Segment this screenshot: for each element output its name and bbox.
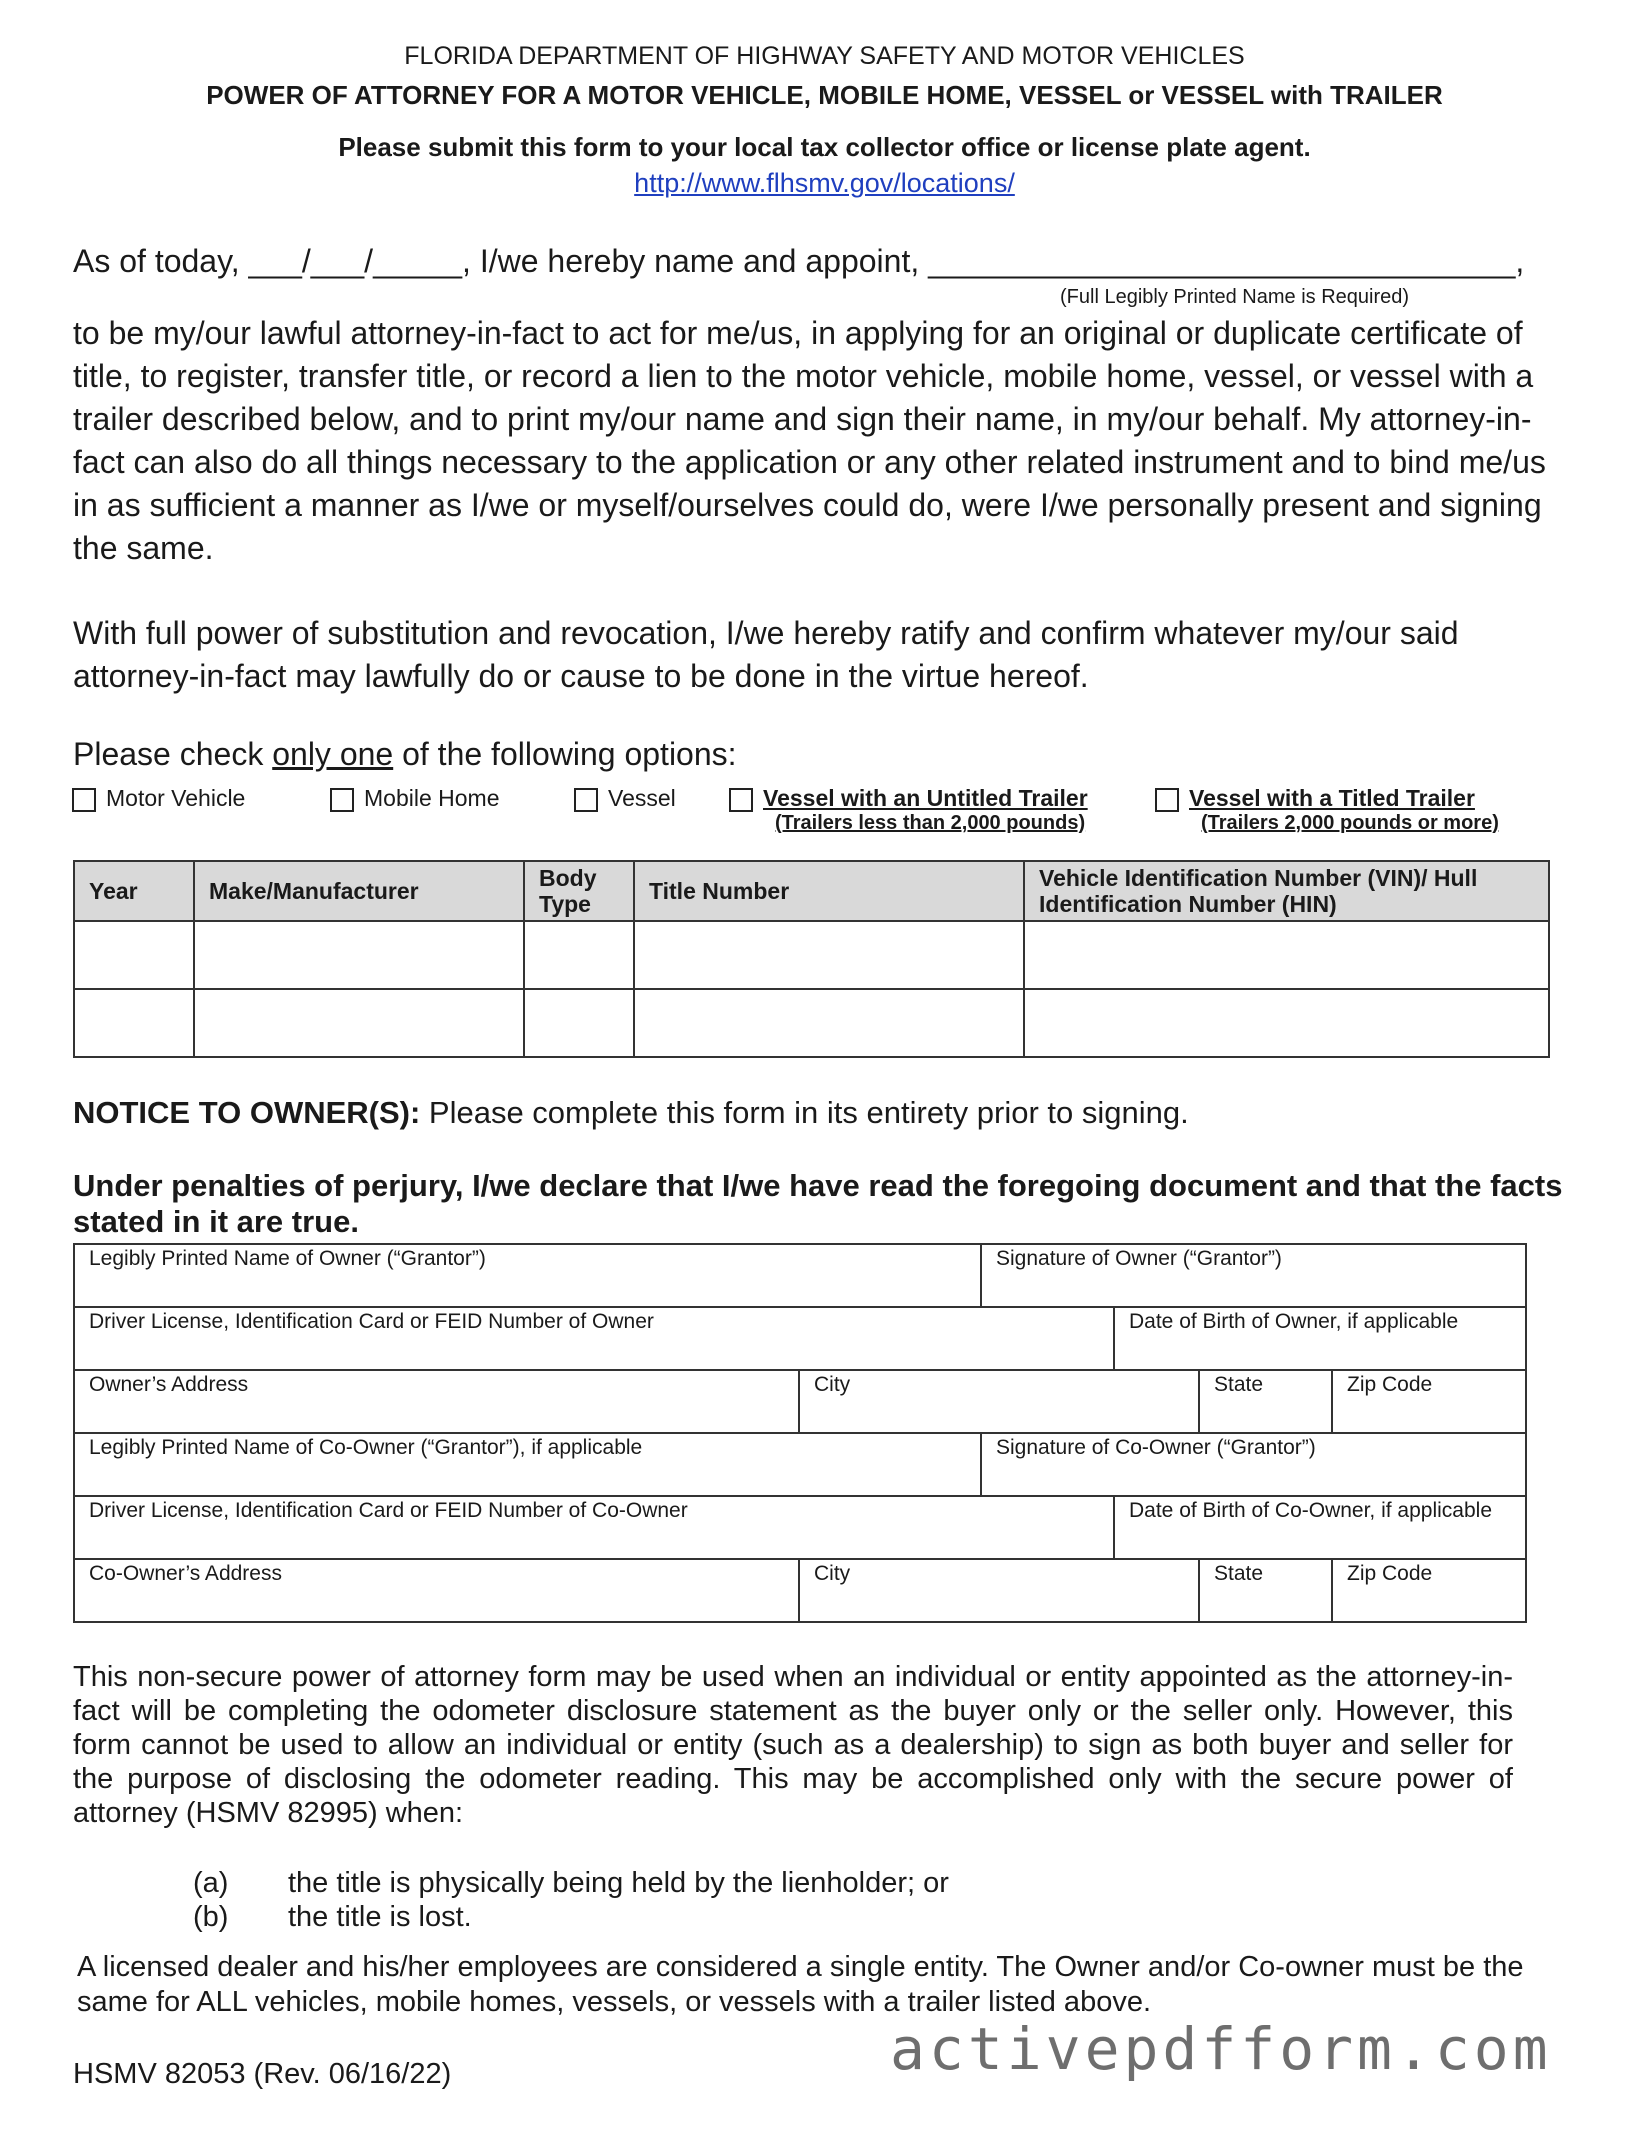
vin-field[interactable] — [1024, 989, 1549, 1057]
col-title-number: Title Number — [634, 861, 1024, 921]
vin-field[interactable] — [1024, 921, 1549, 989]
notice-to-owner: NOTICE TO OWNER(S): Please complete this form in its entirety prior to signing. — [73, 1095, 1189, 1130]
owner-name-field[interactable]: Legibly Printed Name of Owner (“Grantor”) — [75, 1245, 982, 1306]
checkbox-icon[interactable] — [1155, 788, 1179, 812]
coowner-signature-field[interactable]: Signature of Co-Owner (“Grantor”) — [996, 1436, 1316, 1459]
appointment-line: As of today, ___/___/_____, I/we hereby name and appoint, _________________________________, — [73, 243, 1525, 279]
coowner-address-row — [75, 1560, 1525, 1623]
option-titled-trailer[interactable]: Vessel with a Titled Trailer (Trailers 2,000 pounds or more) — [1155, 785, 1499, 835]
name-caption: (Full Legibly Printed Name is Required) — [1060, 286, 1410, 308]
form-title: POWER OF ATTORNEY FOR A MOTOR VEHICLE, MOBILE HOME, VESSEL or VESSEL with TRAILER — [206, 80, 1443, 110]
body-type-field[interactable] — [524, 921, 634, 989]
option-mobile-home[interactable]: Mobile Home — [330, 785, 500, 812]
col-vin: Vehicle Identification Number (VIN)/ Hull Identification Number (HIN) — [1024, 861, 1549, 921]
option-vessel[interactable]: Vessel — [574, 785, 676, 812]
coowner-name-row — [75, 1434, 1525, 1497]
year-field[interactable] — [74, 989, 194, 1057]
coowner-dob-field[interactable]: Date of Birth of Co-Owner, if applicable — [1129, 1499, 1493, 1522]
make-field[interactable] — [194, 921, 524, 989]
locations-link[interactable]: http://www.flhsmv.gov/locations/ — [634, 168, 1015, 198]
option-motor-vehicle[interactable]: Motor Vehicle — [72, 785, 245, 812]
appointment-paragraph — [73, 312, 1573, 570]
paragraph-line: attorney-in-fact may lawfully do or cause to be done in the virtue hereof. — [73, 658, 1089, 694]
owner-dob-field[interactable]: Date of Birth of Owner, if applicable — [1129, 1310, 1459, 1333]
coowner-id-field[interactable]: Driver License, Identification Card or FEID Number of Co-Owner — [75, 1497, 1115, 1558]
col-make: Make/Manufacturer — [194, 861, 524, 921]
title-number-field[interactable] — [634, 921, 1024, 989]
owner-address-field[interactable]: Owner’s Address — [75, 1371, 800, 1432]
coowner-state-field[interactable]: State — [1200, 1560, 1333, 1621]
options-prompt: Please check only one of the following options: — [73, 736, 737, 772]
coowner-address-field[interactable]: Co-Owner’s Address — [75, 1560, 800, 1621]
paragraph-line: fact can also do all things necessary to the application or any other related instrument and to bind me/us — [73, 444, 1546, 480]
submit-note: Please submit this form to your local tax collector office or license plate agent. — [338, 132, 1311, 162]
coowner-id-row — [75, 1497, 1525, 1560]
odometer-disclosure-paragraph: This non-secure power of attorney form may be used when an individual or entity appointed as the attorney-in-fact will be completing the odometer disclosure statement as the buyer only or the seller only. However, this form cannot be used to allow an individual or entity (such as a dealership) to sign as both buyer and seller for the purpose of disclosing the odometer reading. This may be accomplished only with the secure power of attorney (HSMV 82995) when: — [73, 1661, 1513, 1829]
title-number-field[interactable] — [634, 989, 1024, 1057]
owner-signature-field[interactable]: Signature of Owner (“Grantor”) — [996, 1247, 1282, 1270]
table-row — [74, 921, 1549, 989]
paragraph-line: the same. — [73, 530, 214, 566]
checkbox-icon[interactable] — [729, 788, 753, 812]
owner-address-row — [75, 1371, 1525, 1434]
paragraph-line: in as sufficient a manner as I/we or myself/ourselves could do, were I/we personally present and signing — [73, 487, 1542, 523]
coowner-city-field[interactable]: City — [800, 1560, 1200, 1621]
owner-zip-field[interactable]: Zip Code — [1347, 1373, 1433, 1396]
owner-id-field[interactable]: Driver License, Identification Card or FEID Number of Owner — [75, 1308, 1115, 1369]
make-field[interactable] — [194, 989, 524, 1057]
dealer-note: A licensed dealer and his/her employees are considered a single entity. The Owner and/or Co-owner must be the same for ALL vehicles, mobile homes, vessels, or vessels with a trailer listed above. — [77, 1951, 1524, 2018]
coowner-name-field[interactable]: Legibly Printed Name of Co-Owner (“Grantor”), if applicable — [75, 1434, 982, 1495]
table-row — [74, 989, 1549, 1057]
table-header-row — [74, 861, 1549, 921]
form-number: HSMV 82053 (Rev. 06/16/22) — [73, 2058, 452, 2090]
year-field[interactable] — [74, 921, 194, 989]
perjury-declaration: Under penalties of perjury, I/we declare that I/we have read the foregoing document and that the facts stated in it are true. — [73, 1168, 1563, 1239]
owner-id-row — [75, 1308, 1525, 1371]
col-body-type: Body Type — [524, 861, 634, 921]
owner-city-field[interactable]: City — [800, 1371, 1200, 1432]
paragraph-line: With full power of substitution and revocation, I/we hereby ratify and confirm whatever my/our said — [73, 615, 1459, 651]
checkbox-icon[interactable] — [72, 788, 96, 812]
vehicle-type-options — [72, 785, 1592, 845]
list-item-b: the title is lost. — [288, 1901, 472, 1933]
department-heading: FLORIDA DEPARTMENT OF HIGHWAY SAFETY AND MOTOR VEHICLES — [404, 42, 1245, 70]
substitution-paragraph — [73, 612, 1573, 698]
paragraph-line: trailer described below, and to print my/our name and sign their name, in my/our behalf. My attorney-in- — [73, 401, 1532, 437]
coowner-zip-field[interactable]: Zip Code — [1347, 1562, 1433, 1585]
paragraph-line: to be my/our lawful attorney-in-fact to act for me/us, in applying for an original or duplicate certificate of — [73, 315, 1523, 351]
owner-name-row — [75, 1245, 1525, 1308]
checkbox-icon[interactable] — [574, 788, 598, 812]
list-item-a: the title is physically being held by the lienholder; or — [288, 1867, 949, 1899]
vehicle-table — [73, 860, 1550, 1058]
watermark: activepdfform.com — [890, 2015, 1552, 2083]
body-type-field[interactable] — [524, 989, 634, 1057]
list-marker-b: (b) — [193, 1901, 229, 1933]
checkbox-icon[interactable] — [330, 788, 354, 812]
signature-block — [73, 1243, 1527, 1623]
paragraph-line: title, to register, transfer title, or record a lien to the motor vehicle, mobile home, vessel, or vessel with a — [73, 358, 1534, 394]
option-untitled-trailer[interactable]: Vessel with an Untitled Trailer (Trailers less than 2,000 pounds) — [729, 785, 1088, 835]
owner-state-field[interactable]: State — [1200, 1371, 1333, 1432]
col-year: Year — [74, 861, 194, 921]
list-marker-a: (a) — [193, 1867, 229, 1899]
